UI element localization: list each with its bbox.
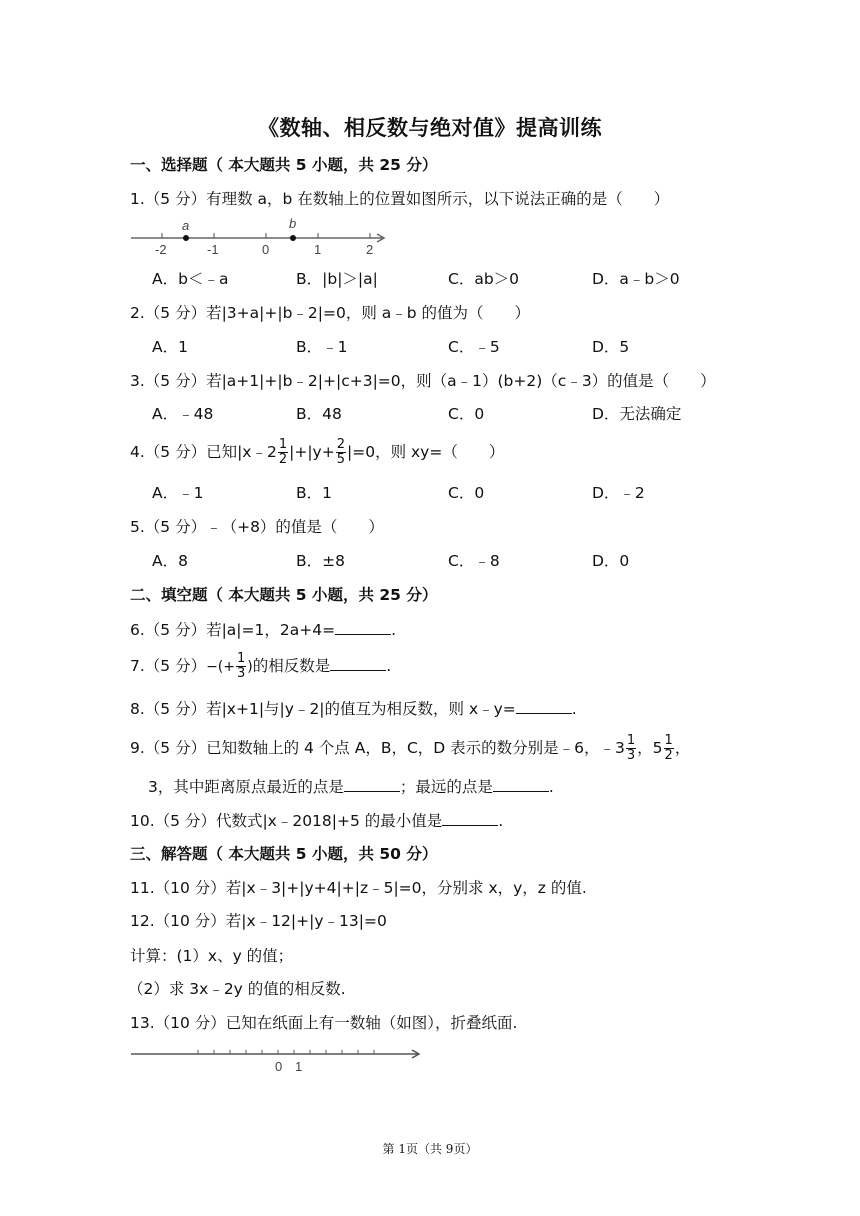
page-footer: 第 1页（共 9页）	[382, 1142, 478, 1156]
question-4-stem	[130, 438, 504, 467]
fraction-numerator: 1	[237, 651, 246, 666]
section-heading-fill: 二、填空题（ 本大题共 5 小题，共 25 分）	[130, 586, 438, 604]
question-4-option-b[interactable]: B．1	[296, 484, 332, 502]
question-9-stem	[130, 734, 690, 763]
point-a-label: a	[182, 218, 190, 233]
fraction-numerator: 1	[664, 733, 673, 748]
answer-blank[interactable]	[516, 697, 572, 714]
question-5-stem: 5.（5 分）﹣（+8）的值是（ ）	[130, 518, 384, 536]
question-4-option-c[interactable]: C．0	[448, 484, 485, 502]
question-2-option-d[interactable]: D．5	[592, 338, 630, 356]
question-12-part-2: （2）求 3x﹣2y 的值的相反数.	[128, 980, 346, 998]
section-heading-choice: 一、选择题（ 本大题共 5 小题，共 25 分）	[130, 156, 438, 174]
tick-label: 1	[314, 242, 322, 257]
question-2-option-b[interactable]: B．﹣1	[296, 338, 348, 356]
question-4-stem-part: |=0，则 xy=（ ）	[347, 443, 505, 461]
question-9-text: ；最远的点是	[399, 778, 493, 796]
point-b-dot	[290, 235, 296, 241]
question-9-text: 3，其中距离原点最近的点是	[148, 778, 344, 796]
fraction-denominator: 2	[664, 748, 673, 763]
period: .	[548, 778, 554, 796]
question-1-stem: 1.（5 分）有理数 a，b 在数轴上的位置如图所示，以下说法正确的是（ ）	[130, 190, 670, 208]
question-9-text: ，	[674, 739, 691, 757]
page-title: 《数轴、相反数与绝对值》提高训练	[258, 116, 602, 140]
period: .	[391, 621, 397, 639]
question-13-stem: 13.（10 分）已知在纸面上有一数轴（如图），折叠纸面.	[130, 1014, 518, 1032]
point-b-label: b	[289, 216, 297, 231]
question-4-option-d[interactable]: D．﹣2	[592, 484, 645, 502]
tick-label: 0	[275, 1059, 283, 1074]
fraction-one-half	[664, 734, 674, 763]
question-8-stem	[130, 697, 577, 720]
question-1-option-a[interactable]: A．b＜﹣a	[152, 270, 229, 288]
question-6-text: 6.（5 分）若|a|=1，2a+4=	[130, 621, 336, 639]
period: .	[571, 700, 577, 718]
tick-label: -2	[155, 242, 167, 257]
expression-part: −(+	[206, 659, 236, 675]
question-7-text: 的相反数是	[252, 657, 331, 675]
question-12-part-1: 计算：(1）x、y 的值；	[130, 947, 294, 965]
question-7-stem	[130, 652, 391, 681]
question-8-text: 8.（5 分）若|x+1|与|y﹣2|的值互为相反数，则 x﹣y=	[130, 700, 516, 718]
fraction-numerator: 1	[626, 733, 636, 748]
question-5-option-a[interactable]: A．8	[152, 552, 188, 570]
fraction-two-fifths	[336, 438, 346, 467]
tick-label: 1	[295, 1059, 303, 1074]
tick-label: -1	[207, 242, 219, 257]
question-3-stem: 3.（5 分）若|a+1|+|b﹣2|+|c+3|=0，则（a﹣1）(b+2)（c﹣3）的值是（ ）	[130, 372, 716, 390]
question-12-stem: 12.（10 分）若|x﹣12|+|y﹣13|=0	[130, 912, 387, 930]
fraction-one-third	[236, 652, 246, 681]
answer-blank[interactable]	[344, 775, 400, 792]
expression-part: )	[247, 659, 253, 675]
fraction-denominator: 5	[336, 452, 345, 467]
question-1-option-b[interactable]: B．|b|＞|a|	[296, 270, 378, 288]
fraction-denominator: 3	[237, 666, 246, 681]
question-3-option-a[interactable]: A．﹣48	[152, 405, 214, 423]
question-3-option-c[interactable]: C．0	[448, 405, 485, 423]
question-10-text: 10.（5 分）代数式|x﹣2018|+5 的最小值是	[130, 812, 443, 830]
period: .	[386, 657, 392, 675]
question-4-option-a[interactable]: A．﹣1	[152, 484, 204, 502]
question-13-number-line	[128, 1044, 428, 1074]
tick-label: 0	[262, 242, 270, 257]
tick-label: 2	[366, 242, 374, 257]
question-1-option-d[interactable]: D．a﹣b＞0	[592, 270, 680, 288]
answer-blank[interactable]	[335, 618, 391, 635]
question-1-option-c[interactable]: C．ab＞0	[448, 270, 520, 288]
fraction-one-half	[278, 438, 288, 467]
period: .	[498, 812, 504, 830]
question-10-stem	[130, 809, 503, 832]
section-heading-solve: 三、解答题（ 本大题共 5 小题，共 50 分）	[130, 845, 438, 863]
question-5-option-c[interactable]: C．﹣8	[448, 552, 500, 570]
question-3-option-b[interactable]: B．48	[296, 405, 342, 423]
question-5-option-d[interactable]: D．0	[592, 552, 630, 570]
fraction-one-third	[626, 734, 636, 763]
question-11-stem: 11.（10 分）若|x﹣3|+|y+4|+|z﹣5|=0，分别求 x，y，z 的值.	[130, 879, 587, 897]
fraction-denominator: 2	[278, 452, 288, 467]
question-3-option-d[interactable]: D．无法确定	[592, 405, 682, 423]
question-2-option-c[interactable]: C．﹣5	[448, 338, 500, 356]
answer-blank[interactable]	[330, 654, 386, 671]
question-9-line-2	[148, 775, 554, 798]
point-a-dot	[183, 235, 189, 241]
answer-blank[interactable]	[442, 809, 498, 826]
fraction-numerator: 1	[278, 437, 288, 452]
question-6-stem	[130, 618, 396, 641]
answer-blank[interactable]	[493, 775, 549, 792]
fraction-numerator: 2	[336, 437, 345, 452]
question-9-text: ，5	[637, 739, 663, 757]
question-1-number-line	[128, 216, 398, 256]
question-7-text: 7.（5 分）	[130, 657, 207, 675]
fraction-denominator: 3	[626, 748, 636, 763]
question-2-option-a[interactable]: A．1	[152, 338, 188, 356]
question-5-option-b[interactable]: B．±8	[296, 552, 345, 570]
question-9-text: 9.（5 分）已知数轴上的 4 个点 A，B，C，D 表示的数分别是﹣6，﹣3	[130, 739, 625, 757]
question-4-stem-part: |+|y+	[289, 443, 335, 461]
question-4-stem-part: 4.（5 分）已知|x﹣2	[130, 443, 277, 461]
question-2-stem: 2.（5 分）若|3+a|+|b﹣2|=0，则 a﹣b 的值为（ ）	[130, 304, 531, 322]
